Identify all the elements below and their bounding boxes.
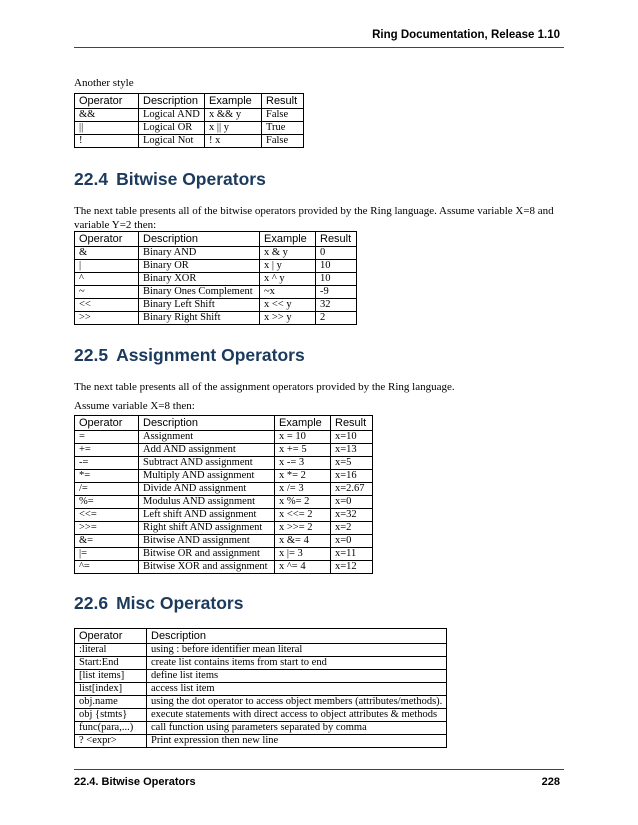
column-header: Example	[205, 94, 262, 109]
table-cell: ^	[75, 273, 139, 286]
table-cell: x && y	[205, 109, 262, 122]
table-cell: func(para,...)	[75, 722, 147, 735]
table-cell: -9	[316, 286, 357, 299]
column-header: Operator	[75, 629, 147, 644]
table-cell: False	[262, 109, 304, 122]
column-header: Operator	[75, 416, 139, 431]
table-row	[75, 299, 357, 312]
table-cell: 0	[316, 247, 357, 260]
table-cell: 10	[316, 273, 357, 286]
table-cell: Binary AND	[139, 247, 260, 260]
footer-rule	[74, 769, 564, 770]
table-cell: %=	[75, 496, 139, 509]
table-cell: x=5	[331, 457, 373, 470]
table-cell: <<	[75, 299, 139, 312]
table-cell: x=32	[331, 509, 373, 522]
table-cell: x & y	[260, 247, 316, 260]
table-cell: x << y	[260, 299, 316, 312]
table-row	[75, 483, 373, 496]
table-header-row	[75, 232, 357, 247]
assignment-intro-text: The next table presents all of the assignment operators provided by the Ring language.	[74, 381, 455, 393]
table-cell: x || y	[205, 122, 262, 135]
misc-operators-table	[74, 628, 447, 748]
table-cell: x=16	[331, 470, 373, 483]
table-cell: False	[262, 135, 304, 148]
table-body	[75, 644, 447, 748]
table-cell: |	[75, 260, 139, 273]
table-row	[75, 122, 304, 135]
table-cell: Bitwise OR and assignment	[139, 548, 275, 561]
table-header-row	[75, 94, 304, 109]
section-heading-bitwise	[74, 169, 266, 190]
table-cell: &&	[75, 109, 139, 122]
footer-section-label: 22.4. Bitwise Operators	[74, 776, 196, 788]
section-heading-assignment	[74, 345, 305, 366]
table-row	[75, 457, 373, 470]
section-title: Misc Operators	[116, 593, 244, 613]
table-body	[75, 247, 357, 325]
table-cell: x=11	[331, 548, 373, 561]
table-cell: 32	[316, 299, 357, 312]
table-cell: Print expression then new line	[147, 735, 447, 748]
column-header: Result	[316, 232, 357, 247]
column-header: Description	[139, 416, 275, 431]
table-row	[75, 312, 357, 325]
table-cell: x=12	[331, 561, 373, 574]
bitwise-intro-text: The next table presents all of the bitwise operators provided by the Ring language. Assume variable X=8 and variable Y=2 then:	[74, 205, 554, 231]
table-row	[75, 535, 373, 548]
table-cell: x=0	[331, 496, 373, 509]
table-cell: 10	[316, 260, 357, 273]
table-row	[75, 709, 447, 722]
table-cell: x = 10	[275, 431, 331, 444]
table-cell: access list item	[147, 683, 447, 696]
table-row	[75, 561, 373, 574]
table-cell: obj {stmts}	[75, 709, 147, 722]
table-cell: Subtract AND assignment	[139, 457, 275, 470]
table-cell: ^=	[75, 561, 139, 574]
section-number: 22.4	[74, 169, 109, 189]
table-cell: -=	[75, 457, 139, 470]
intro-text: Another style	[74, 77, 134, 89]
section-number: 22.6	[74, 593, 109, 613]
table-cell: True	[262, 122, 304, 135]
table-cell: x %= 2	[275, 496, 331, 509]
table-row	[75, 444, 373, 457]
table-cell: call function using parameters separated by comma	[147, 722, 447, 735]
table-cell: x -= 3	[275, 457, 331, 470]
table-cell: x >>= 2	[275, 522, 331, 535]
table-cell: Start:End	[75, 657, 147, 670]
table-cell: Add AND assignment	[139, 444, 275, 457]
table-row	[75, 722, 447, 735]
table-cell: Binary XOR	[139, 273, 260, 286]
table-cell: &	[75, 247, 139, 260]
header-rule	[74, 47, 564, 48]
table-cell: Binary Left Shift	[139, 299, 260, 312]
table-cell: Binary Right Shift	[139, 312, 260, 325]
table-cell: 2	[316, 312, 357, 325]
column-header: Result	[262, 94, 304, 109]
table-cell: <<=	[75, 509, 139, 522]
column-header: Description	[139, 94, 205, 109]
table-cell: :literal	[75, 644, 147, 657]
table-cell: ~	[75, 286, 139, 299]
table-row	[75, 470, 373, 483]
table-cell: Logical Not	[139, 135, 205, 148]
column-header: Operator	[75, 232, 139, 247]
column-header: Example	[275, 416, 331, 431]
table-row	[75, 522, 373, 535]
table-cell: Divide AND assignment	[139, 483, 275, 496]
column-header: Description	[139, 232, 260, 247]
table-cell: ||	[75, 122, 139, 135]
table-row	[75, 683, 447, 696]
table-cell: x=13	[331, 444, 373, 457]
table-header-row	[75, 629, 447, 644]
table-cell: define list items	[147, 670, 447, 683]
table-cell: Bitwise XOR and assignment	[139, 561, 275, 574]
table-row	[75, 548, 373, 561]
table-cell: Assignment	[139, 431, 275, 444]
table-body	[75, 109, 304, 148]
section-title: Assignment Operators	[116, 345, 305, 365]
table-cell: [list items]	[75, 670, 147, 683]
table-cell: Bitwise AND assignment	[139, 535, 275, 548]
table-cell: x ^ y	[260, 273, 316, 286]
table-cell: x |= 3	[275, 548, 331, 561]
table-cell: &=	[75, 535, 139, 548]
table-body	[75, 431, 373, 574]
table-cell: !	[75, 135, 139, 148]
table-cell: x /= 3	[275, 483, 331, 496]
table-cell: Left shift AND assignment	[139, 509, 275, 522]
table-cell: +=	[75, 444, 139, 457]
table-cell: x >> y	[260, 312, 316, 325]
table-row	[75, 496, 373, 509]
section-title: Bitwise Operators	[116, 169, 266, 189]
assignment-assume-text: Assume variable X=8 then:	[74, 400, 195, 412]
table-cell: x += 5	[275, 444, 331, 457]
logical-operators-table	[74, 93, 304, 148]
table-row	[75, 260, 357, 273]
table-cell: Logical AND	[139, 109, 205, 122]
table-row	[75, 509, 373, 522]
table-cell: x *= 2	[275, 470, 331, 483]
table-row	[75, 696, 447, 709]
bitwise-operators-table	[74, 231, 357, 325]
section-heading-misc	[74, 593, 243, 614]
table-cell: >>=	[75, 522, 139, 535]
table-cell: ~x	[260, 286, 316, 299]
table-cell: x=2.67	[331, 483, 373, 496]
assignment-operators-table	[74, 415, 373, 574]
table-cell: ? <expr>	[75, 735, 147, 748]
table-row	[75, 135, 304, 148]
table-cell: x &= 4	[275, 535, 331, 548]
table-cell: x=2	[331, 522, 373, 535]
table-row	[75, 657, 447, 670]
table-row	[75, 286, 357, 299]
table-row	[75, 273, 357, 286]
table-row	[75, 735, 447, 748]
table-cell: Binary OR	[139, 260, 260, 273]
section-number: 22.5	[74, 345, 109, 365]
page-number: 228	[541, 776, 560, 788]
table-cell: x ^= 4	[275, 561, 331, 574]
table-row	[75, 644, 447, 657]
table-header-row	[75, 416, 373, 431]
table-cell: execute statements with direct access to object attributes & methods	[147, 709, 447, 722]
table-cell: /=	[75, 483, 139, 496]
table-cell: x=10	[331, 431, 373, 444]
table-cell: using the dot operator to access object members (attributes/methods).	[147, 696, 447, 709]
table-cell: obj.name	[75, 696, 147, 709]
table-cell: using : before identifier mean literal	[147, 644, 447, 657]
table-cell: Logical OR	[139, 122, 205, 135]
table-cell: >>	[75, 312, 139, 325]
table-cell: Binary Ones Complement	[139, 286, 260, 299]
table-cell: x | y	[260, 260, 316, 273]
table-cell: *=	[75, 470, 139, 483]
table-cell: x <<= 2	[275, 509, 331, 522]
table-cell: create list contains items from start to end	[147, 657, 447, 670]
column-header: Example	[260, 232, 316, 247]
table-cell: Right shift AND assignment	[139, 522, 275, 535]
table-cell: Multiply AND assignment	[139, 470, 275, 483]
running-header: Ring Documentation, Release 1.10	[372, 29, 560, 41]
table-cell: list[index]	[75, 683, 147, 696]
table-row	[75, 670, 447, 683]
table-row	[75, 247, 357, 260]
column-header: Operator	[75, 94, 139, 109]
table-cell: x=0	[331, 535, 373, 548]
column-header: Result	[331, 416, 373, 431]
column-header: Description	[147, 629, 447, 644]
table-row	[75, 109, 304, 122]
table-cell: =	[75, 431, 139, 444]
table-cell: Modulus AND assignment	[139, 496, 275, 509]
table-row	[75, 431, 373, 444]
table-cell: |=	[75, 548, 139, 561]
table-cell: ! x	[205, 135, 262, 148]
